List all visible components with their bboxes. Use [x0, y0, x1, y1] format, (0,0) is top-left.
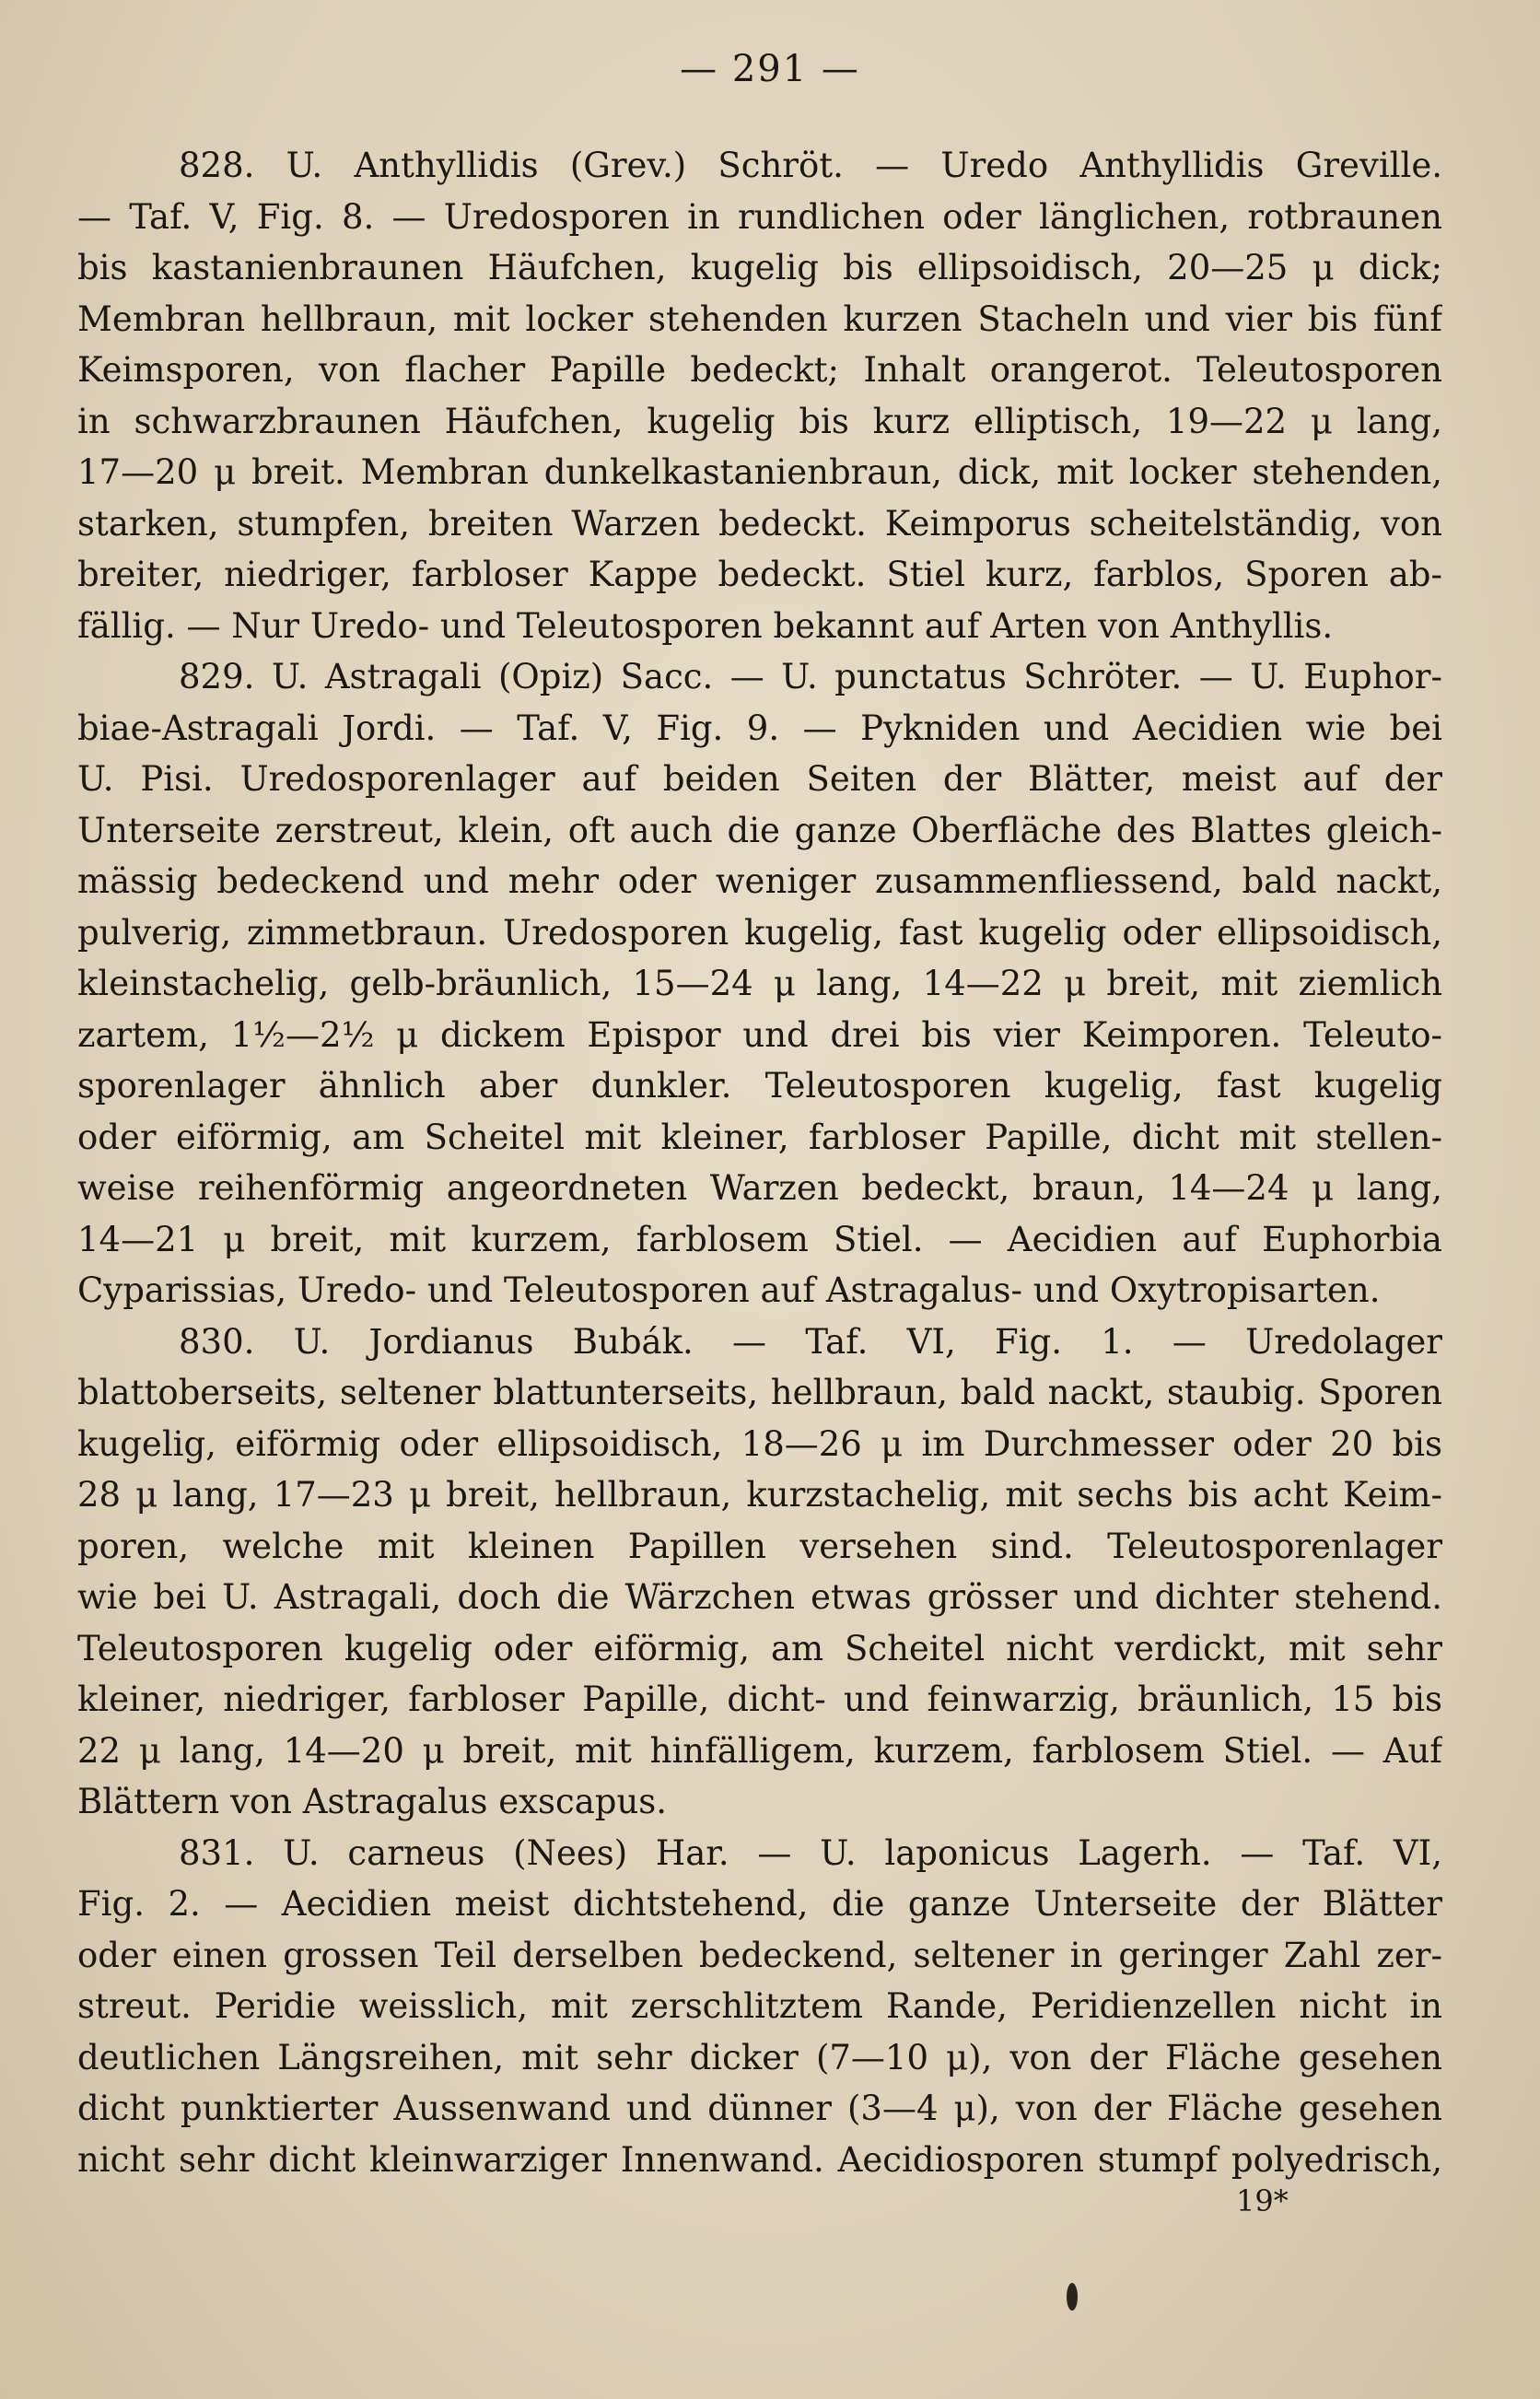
text-line: 828. U. Anthyllidis (Grev.) Schröt. — Uredo Anthyllidis Greville. — [179, 146, 1442, 185]
text-line: Cyparissias, Uredo- und Teleutosporen auf Astragalus- und Oxytropisarten. — [77, 1270, 1381, 1310]
text-line: oder einen grossen Teil derselben bedeckend, seltener in geringer Zahl zer- — [77, 1935, 1442, 1975]
text-line: Fig. 2. — Aecidien meist dichtstehend, die ganze Unterseite der Blätter — [77, 1884, 1442, 1924]
ink-spot — [1067, 2283, 1078, 2311]
text-line: U. Pisi. Uredosporenlager auf beiden Seiten der Blätter, meist auf der — [77, 759, 1442, 799]
text-line: zartem, 1½—2½ μ dickem Epispor und drei bis vier Keimporen. Teleuto- — [77, 1014, 1442, 1055]
text-line: Keimsporen, von flacher Papille bedeckt; Inhalt orangerot. Teleutosporen — [77, 350, 1442, 390]
text-line: streut. Peridie weisslich, mit zerschlitztem Rande, Peridienzellen nicht in — [77, 1986, 1442, 2026]
text-line: starken, stumpfen, breiten Warzen bedeckt. Keimporus scheitelständig, von — [77, 503, 1442, 544]
text-line: breiter, niedriger, farbloser Kappe bedeckt. Stiel kurz, farblos, Sporen ab- — [77, 555, 1442, 594]
text-line: fällig. — Nur Uredo- und Teleutosporen bekannt auf Arten von Anthyllis. — [77, 605, 1334, 646]
text-line: 830. U. Jordianus Bubák. — Taf. VI, Fig. 1. — Uredolager — [179, 1321, 1442, 1362]
text-line: Unterseite zerstreut, klein, oft auch die ganze Oberfläche des Blattes gleich- — [77, 810, 1442, 850]
text-line: Blättern von Astragalus exscapus. — [77, 1782, 668, 1821]
text-line: oder eiförmig, am Scheitel mit kleiner, farbloser Papille, dicht mit stellen- — [77, 1117, 1442, 1157]
text-line: kleinstachelig, gelb-bräunlich, 15—24 μ lang, 14—22 μ breit, mit ziemlich — [77, 964, 1442, 1003]
text-line: pulverig, zimmetbraun. Uredosporen kugelig, fast kugelig oder ellipsoidisch, — [77, 912, 1442, 953]
text-line: nicht sehr dicht kleinwarziger Innenwand. Aecidiosporen stumpf polyedrisch, — [77, 2139, 1442, 2180]
text-line: dicht punktierter Aussenwand und dünner (3—4 μ), von der Fläche gesehen — [77, 2089, 1442, 2128]
body-text — [77, 140, 1442, 2185]
text-line: kugelig, eiförmig oder ellipsoidisch, 18—26 μ im Durchmesser oder 20 bis — [77, 1423, 1442, 1464]
text-line: Membran hellbraun, mit locker stehenden kurzen Stacheln und vier bis fünf — [77, 298, 1442, 339]
text-line: 22 μ lang, 14—20 μ breit, mit hinfälligem, kurzem, farblosem Stiel. — Auf — [77, 1730, 1442, 1771]
text-line: blattoberseits, seltener blattunterseits, hellbraun, bald nackt, staubig. Sporen — [77, 1373, 1442, 1412]
text-line: 17—20 μ breit. Membran dunkelkastanienbraun, dick, mit locker stehenden, — [77, 452, 1442, 492]
text-line: 831. U. carneus (Nees) Har. — U. laponicus Lagerh. — Taf. VI, — [179, 1832, 1442, 1873]
text-line: 829. U. Astragali (Opiz) Sacc. — U. punctatus Schröter. — U. Euphor- — [179, 657, 1442, 696]
text-line: sporenlager ähnlich aber dunkler. Teleutosporen kugelig, fast kugelig — [77, 1066, 1442, 1106]
page-number: — 291 — — [680, 48, 860, 90]
sheet-signature: 19* — [1236, 2183, 1289, 2218]
text-line: poren, welche mit kleinen Papillen versehen sind. Teleutosporenlager — [77, 1526, 1442, 1566]
text-line: deutlichen Längsreihen, mit sehr dicker (7—10 μ), von der Fläche gesehen — [77, 2037, 1442, 2077]
text-line: bis kastanienbraunen Häufchen, kugelig bis ellipsoidisch, 20—25 μ dick; — [77, 248, 1442, 287]
text-line: in schwarzbraunen Häufchen, kugelig bis kurz elliptisch, 19—22 μ lang, — [77, 401, 1442, 441]
text-line: biae-Astragali Jordi. — Taf. V, Fig. 9. — Pykniden und Aecidien wie bei — [77, 708, 1442, 748]
text-line: 14—21 μ breit, mit kurzem, farblosem Stiel. — Aecidien auf Euphorbia — [77, 1219, 1442, 1259]
text-line: — Taf. V, Fig. 8. — Uredosporen in rundlichen oder länglichen, rotbraunen — [77, 196, 1442, 237]
text-line: wie bei U. Astragali, doch die Wärzchen etwas grösser und dichter stehend. — [77, 1577, 1442, 1617]
text-line: kleiner, niedriger, farbloser Papille, dicht- und feinwarzig, bräunlich, 15 bis — [77, 1679, 1442, 1719]
text-line: weise reihenförmig angeordneten Warzen bedeckt, braun, 14—24 μ lang, — [77, 1168, 1442, 1208]
text-line: Teleutosporen kugelig oder eiförmig, am Scheitel nicht verdickt, mit sehr — [77, 1628, 1442, 1668]
text-line: 28 μ lang, 17—23 μ breit, hellbraun, kurzstachelig, mit sechs bis acht Keim- — [77, 1475, 1442, 1515]
text-line: mässig bedeckend und mehr oder weniger zusammenfliessend, bald nackt, — [77, 861, 1442, 901]
